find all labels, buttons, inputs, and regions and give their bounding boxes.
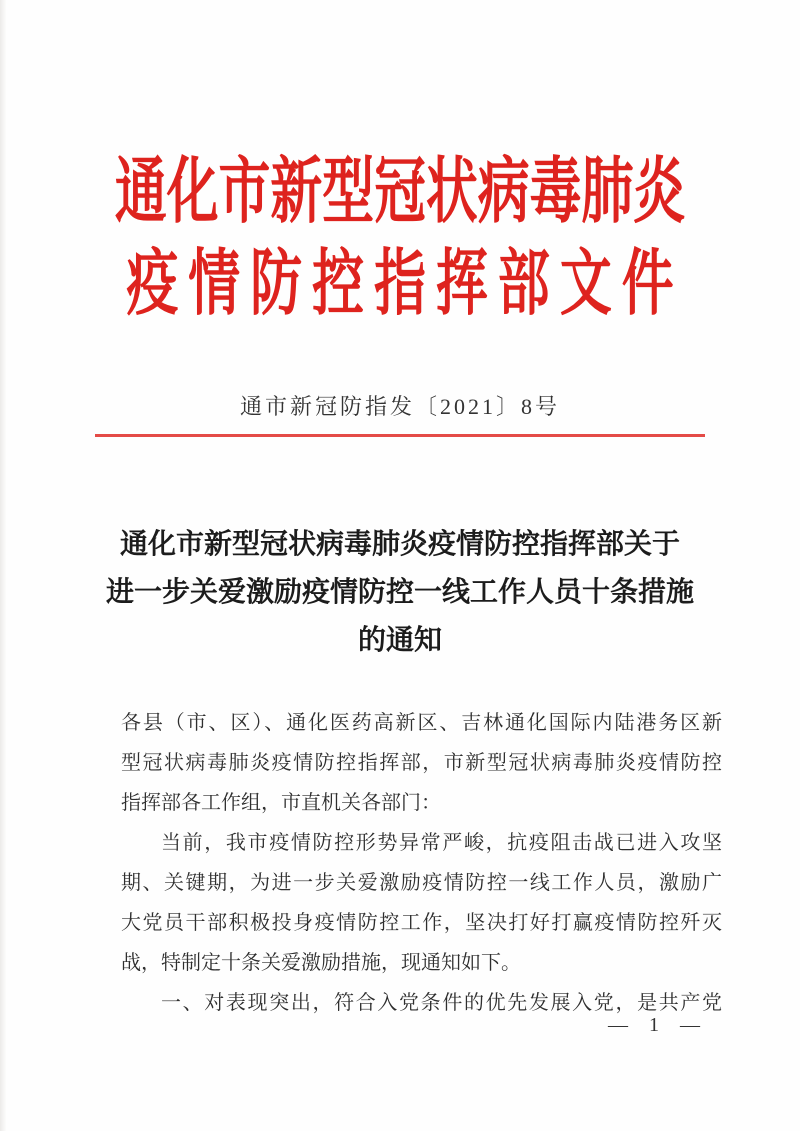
letterhead-title-line2: 疫情防控指挥部文件 [126, 244, 684, 324]
title-line: 的通知 [357, 625, 442, 656]
scan-edge [0, 0, 7, 1131]
body-text-line: 各县（市、区）、通化医药高新区、吉林通化国际内陆港务区新 [121, 712, 722, 734]
body-text-line: 指挥部各工作组，市直机关各部门： [121, 792, 441, 814]
body-text-line: 型冠状病毒肺炎疫情防控指挥部，市新型冠状病毒肺炎疫情防控 [121, 752, 722, 774]
document-title [80, 521, 720, 665]
body-paragraph [121, 703, 722, 823]
document-body [121, 703, 722, 1023]
page-number: — 1 — [608, 1014, 708, 1036]
red-divider-line [95, 434, 705, 437]
letterhead-title-line1: 通化市新型冠状病毒肺炎 [114, 152, 686, 232]
title-line: 通化市新型冠状病毒肺炎疫情防控指挥部关于 [119, 529, 680, 560]
body-paragraph [121, 823, 722, 983]
body-text-line: 战，特制定十条关爱激励措施，现通知如下。 [121, 952, 521, 974]
document-number: 通市新冠防指发〔2021〕8号 [239, 394, 560, 419]
body-text-line: 当前，我市疫情防控形势异常严峻，抗疫阻击战已进入攻坚 [161, 832, 722, 854]
body-text-line: 一、对表现突出，符合入党条件的优先发展入党，是共产党 [161, 992, 722, 1014]
body-text-line: 期、关键期，为进一步关爱激励疫情防控一线工作人员，激励广 [121, 872, 722, 894]
document-letterhead [0, 0, 800, 330]
body-text-line: 大党员干部积极投身疫情防控工作，坚决打好打赢疫情防控歼灭 [121, 912, 722, 934]
title-line: 进一步关爱激励疫情防控一线工作人员十条措施 [105, 577, 694, 608]
